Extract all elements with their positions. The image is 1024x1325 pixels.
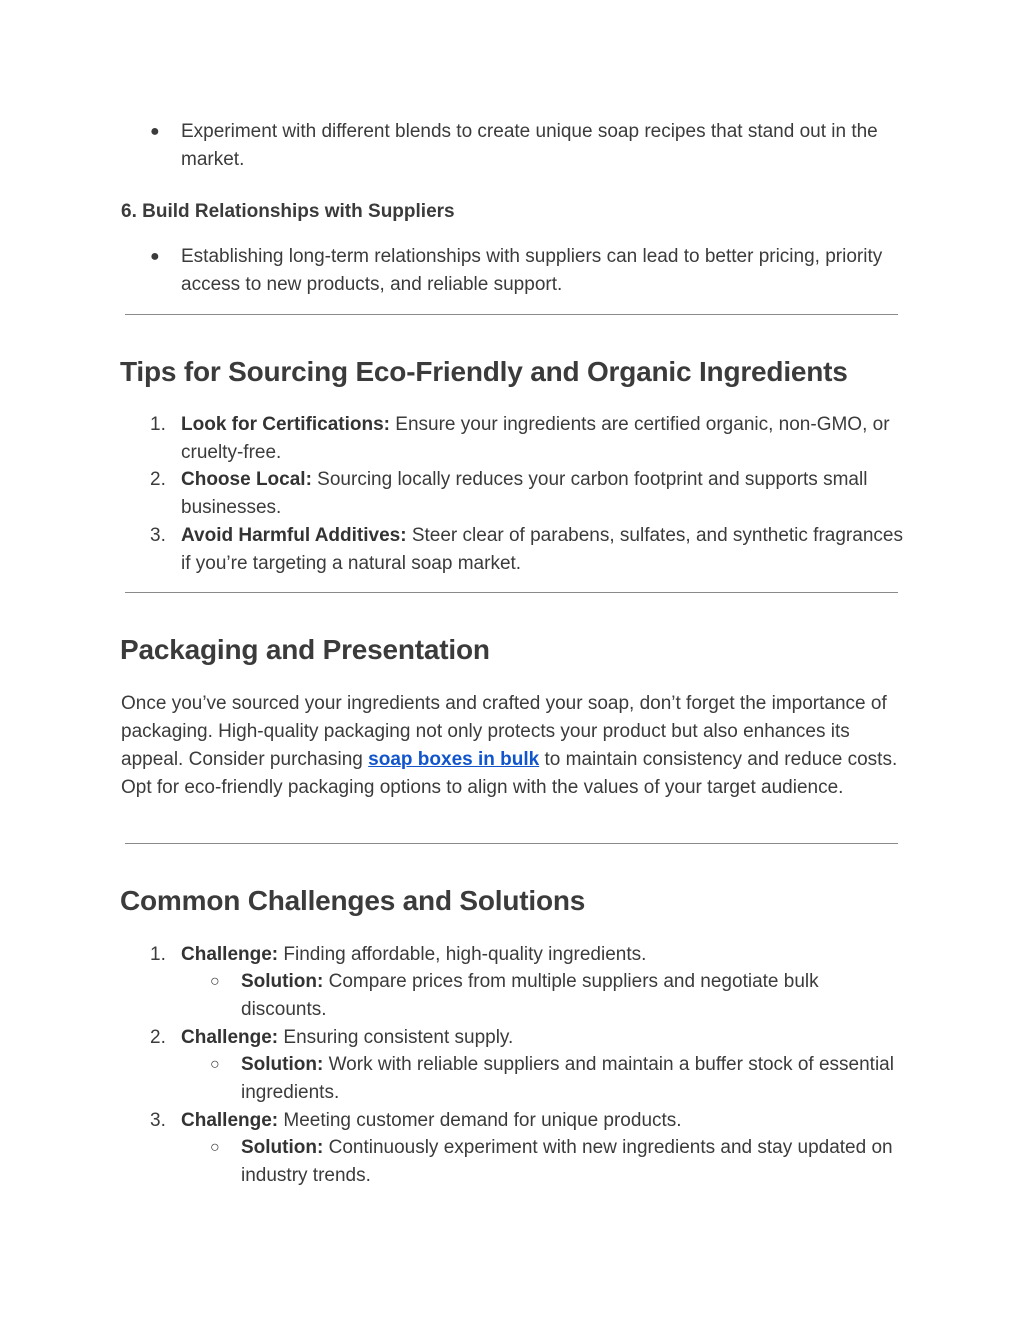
list-item-text <box>181 941 911 969</box>
list-item-text <box>181 1107 911 1135</box>
circle-bullet-icon: ○ <box>210 973 220 990</box>
list-item-text <box>181 411 911 467</box>
list-item <box>150 522 910 578</box>
challenge-text: Finding affordable, high-quality ingredients. <box>278 944 647 965</box>
list-item-label: Avoid Harmful Additives: <box>181 525 407 546</box>
solution-label: Solution: <box>241 971 324 992</box>
list-item-body: Sourcing locally reduces your carbon footprint and supports small businesses. <box>181 469 868 518</box>
horizontal-divider <box>125 314 898 315</box>
challenge-label: Challenge: <box>181 1110 279 1131</box>
list-item-body: Ensure your ingredients are certified organic, non-GMO, or cruelty-free. <box>181 414 890 463</box>
list-item-text: Experiment with different blends to create unique soap recipes that stand out in the market. <box>181 121 878 170</box>
paragraph-text: Once you’ve sourced your ingredients and crafted your soap, don’t forget the importance of packaging. High-quality packaging not only protects your product but also enhances its appeal. Consider purchasing <box>121 693 887 770</box>
solution-label: Solution: <box>241 1054 324 1075</box>
list-item <box>150 466 910 522</box>
list-item <box>150 118 910 174</box>
page-title: Tips for Sourcing Eco-Friendly and Organic Ingredients <box>120 356 848 387</box>
sub-list-item <box>210 1134 910 1190</box>
list-number: 2. <box>150 469 166 490</box>
solution-text: Compare prices from multiple suppliers and negotiate bulk discounts. <box>241 971 819 1020</box>
paragraph-text: to maintain consistency and reduce costs. Opt for eco-friendly packaging options to align with the values of your target audience. <box>121 749 898 798</box>
list-item-text <box>241 968 906 1024</box>
list-item-label: Look for Certifications: <box>181 414 391 435</box>
list-item-body: Steer clear of parabens, sulfates, and synthetic fragrances if you’re targeting a natural soap market. <box>181 525 903 574</box>
challenge-text: Ensuring consistent supply. <box>278 1027 514 1048</box>
challenge-label: Challenge: <box>181 1027 279 1048</box>
horizontal-divider <box>125 592 898 593</box>
list-number: 3. <box>150 525 166 546</box>
list-item <box>150 243 910 299</box>
solution-text: Continuously experiment with new ingredients and stay updated on industry trends. <box>241 1137 893 1186</box>
bullet-marker: ● <box>150 248 160 265</box>
list-number: 1. <box>150 944 166 965</box>
sub-list-item <box>210 968 910 1024</box>
solution-label: Solution: <box>241 1137 324 1158</box>
sub-list-item <box>210 1051 910 1107</box>
list-item-text <box>181 522 911 578</box>
challenge-text: Meeting customer demand for unique products. <box>278 1110 682 1131</box>
list-item-label: Choose Local: <box>181 469 312 490</box>
circle-bullet-icon: ○ <box>210 1056 220 1073</box>
list-item-text <box>181 1024 911 1052</box>
horizontal-divider <box>125 843 898 844</box>
bullet-marker: ● <box>150 123 160 140</box>
list-item <box>150 1107 910 1135</box>
section-heading: 6. Build Relationships with Suppliers <box>121 201 455 222</box>
list-item-text <box>241 1134 906 1190</box>
list-item <box>150 411 910 467</box>
list-number: 3. <box>150 1110 166 1131</box>
solution-text: Work with reliable suppliers and maintain a buffer stock of essential ingredients. <box>241 1054 894 1103</box>
section-title: Packaging and Presentation <box>120 634 490 665</box>
list-item <box>150 941 910 969</box>
list-number: 1. <box>150 414 166 435</box>
paragraph <box>121 690 911 802</box>
soap-boxes-link[interactable]: soap boxes in bulk <box>368 749 540 770</box>
list-item-text <box>241 1051 906 1107</box>
challenge-label: Challenge: <box>181 944 279 965</box>
list-item-text: Establishing long-term relationships with suppliers can lead to better pricing, priority access to new products, and reliable support. <box>181 246 883 295</box>
list-number: 2. <box>150 1027 166 1048</box>
list-item-text <box>181 466 911 522</box>
list-item <box>150 1024 910 1052</box>
circle-bullet-icon: ○ <box>210 1139 220 1156</box>
section-title: Common Challenges and Solutions <box>120 885 586 916</box>
